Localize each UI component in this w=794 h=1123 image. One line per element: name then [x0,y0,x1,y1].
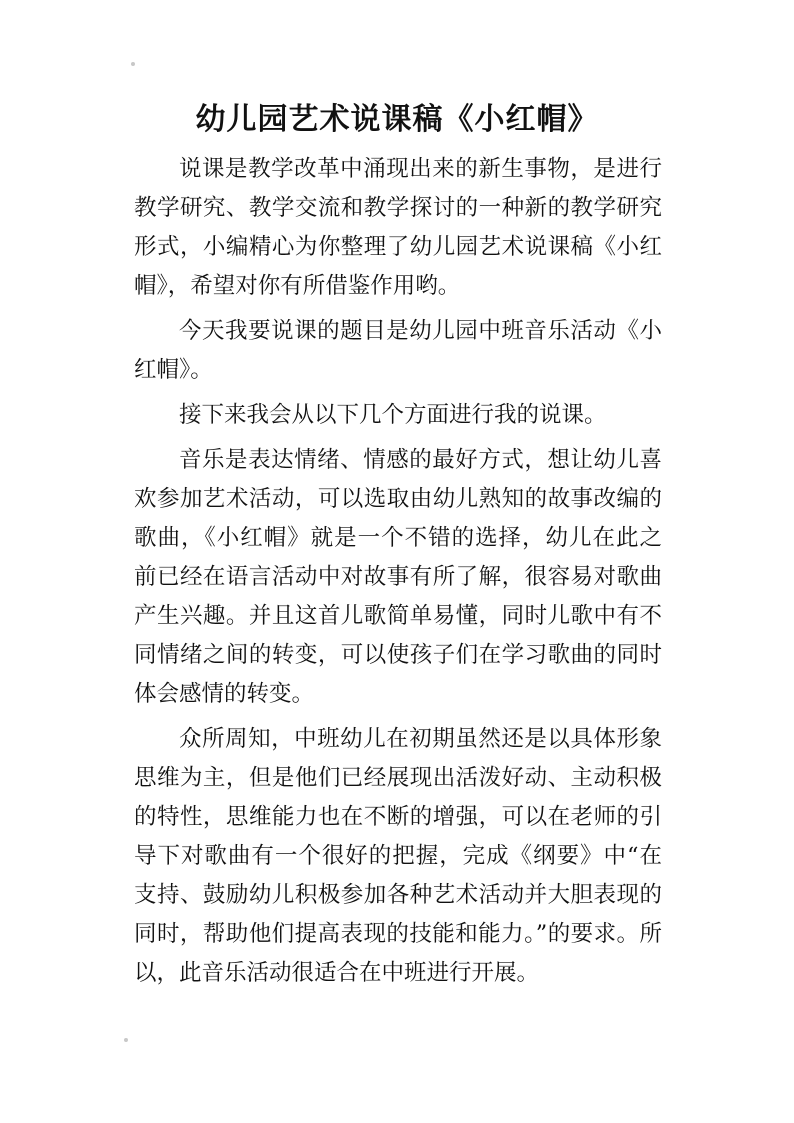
scan-speck [124,1038,128,1042]
paragraph-music: 音乐是表达情绪、情感的最好方式，想让幼儿喜欢参加艺术活动，可以选取由幼儿熟知的故事改编的歌曲，《小红帽》就是一个不错的选择，幼儿在此之前已经在语言活动中对故事有所了解，很容易对歌曲产生兴趣。并且这首儿歌简单易懂，同时儿歌中有不同情绪之间的转变，可以使孩子们在学习歌曲的同时体会感情的转变。 [134,447,662,707]
paragraph-intro: 说课是教学改革中涌现出来的新生事物，是进行教学研究、教学交流和教学探讨的一种新的教学研究形式，小编精心为你整理了幼儿园艺术说课稿《小红帽》，希望对你有所借鉴作用哟。 [134,156,662,299]
scan-speck [131,62,135,66]
paragraph-outline: 接下来我会从以下几个方面进行我的说课。 [179,402,607,428]
paragraph-children: 众所周知，中班幼儿在初期虽然还是以具体形象思维为主，但是他们已经展现出活泼好动、主动积极的特性，思维能力也在不断的增强，可以在老师的引导下对歌曲有一个很好的把握，完成《纲要》中“在支持、鼓励幼儿积极参加各种艺术活动并大胆表现的同时，帮助他们提高表现的技能和能力。”的要求。所以，此音乐活动很适合在中班进行开展。 [134,726,662,986]
document-body [134,150,662,999]
document-title: 幼儿园艺术说课稿《小红帽》 [195,102,599,137]
paragraph-topic: 今天我要说课的题目是幼儿园中班音乐活动《小红帽》。 [134,318,662,383]
